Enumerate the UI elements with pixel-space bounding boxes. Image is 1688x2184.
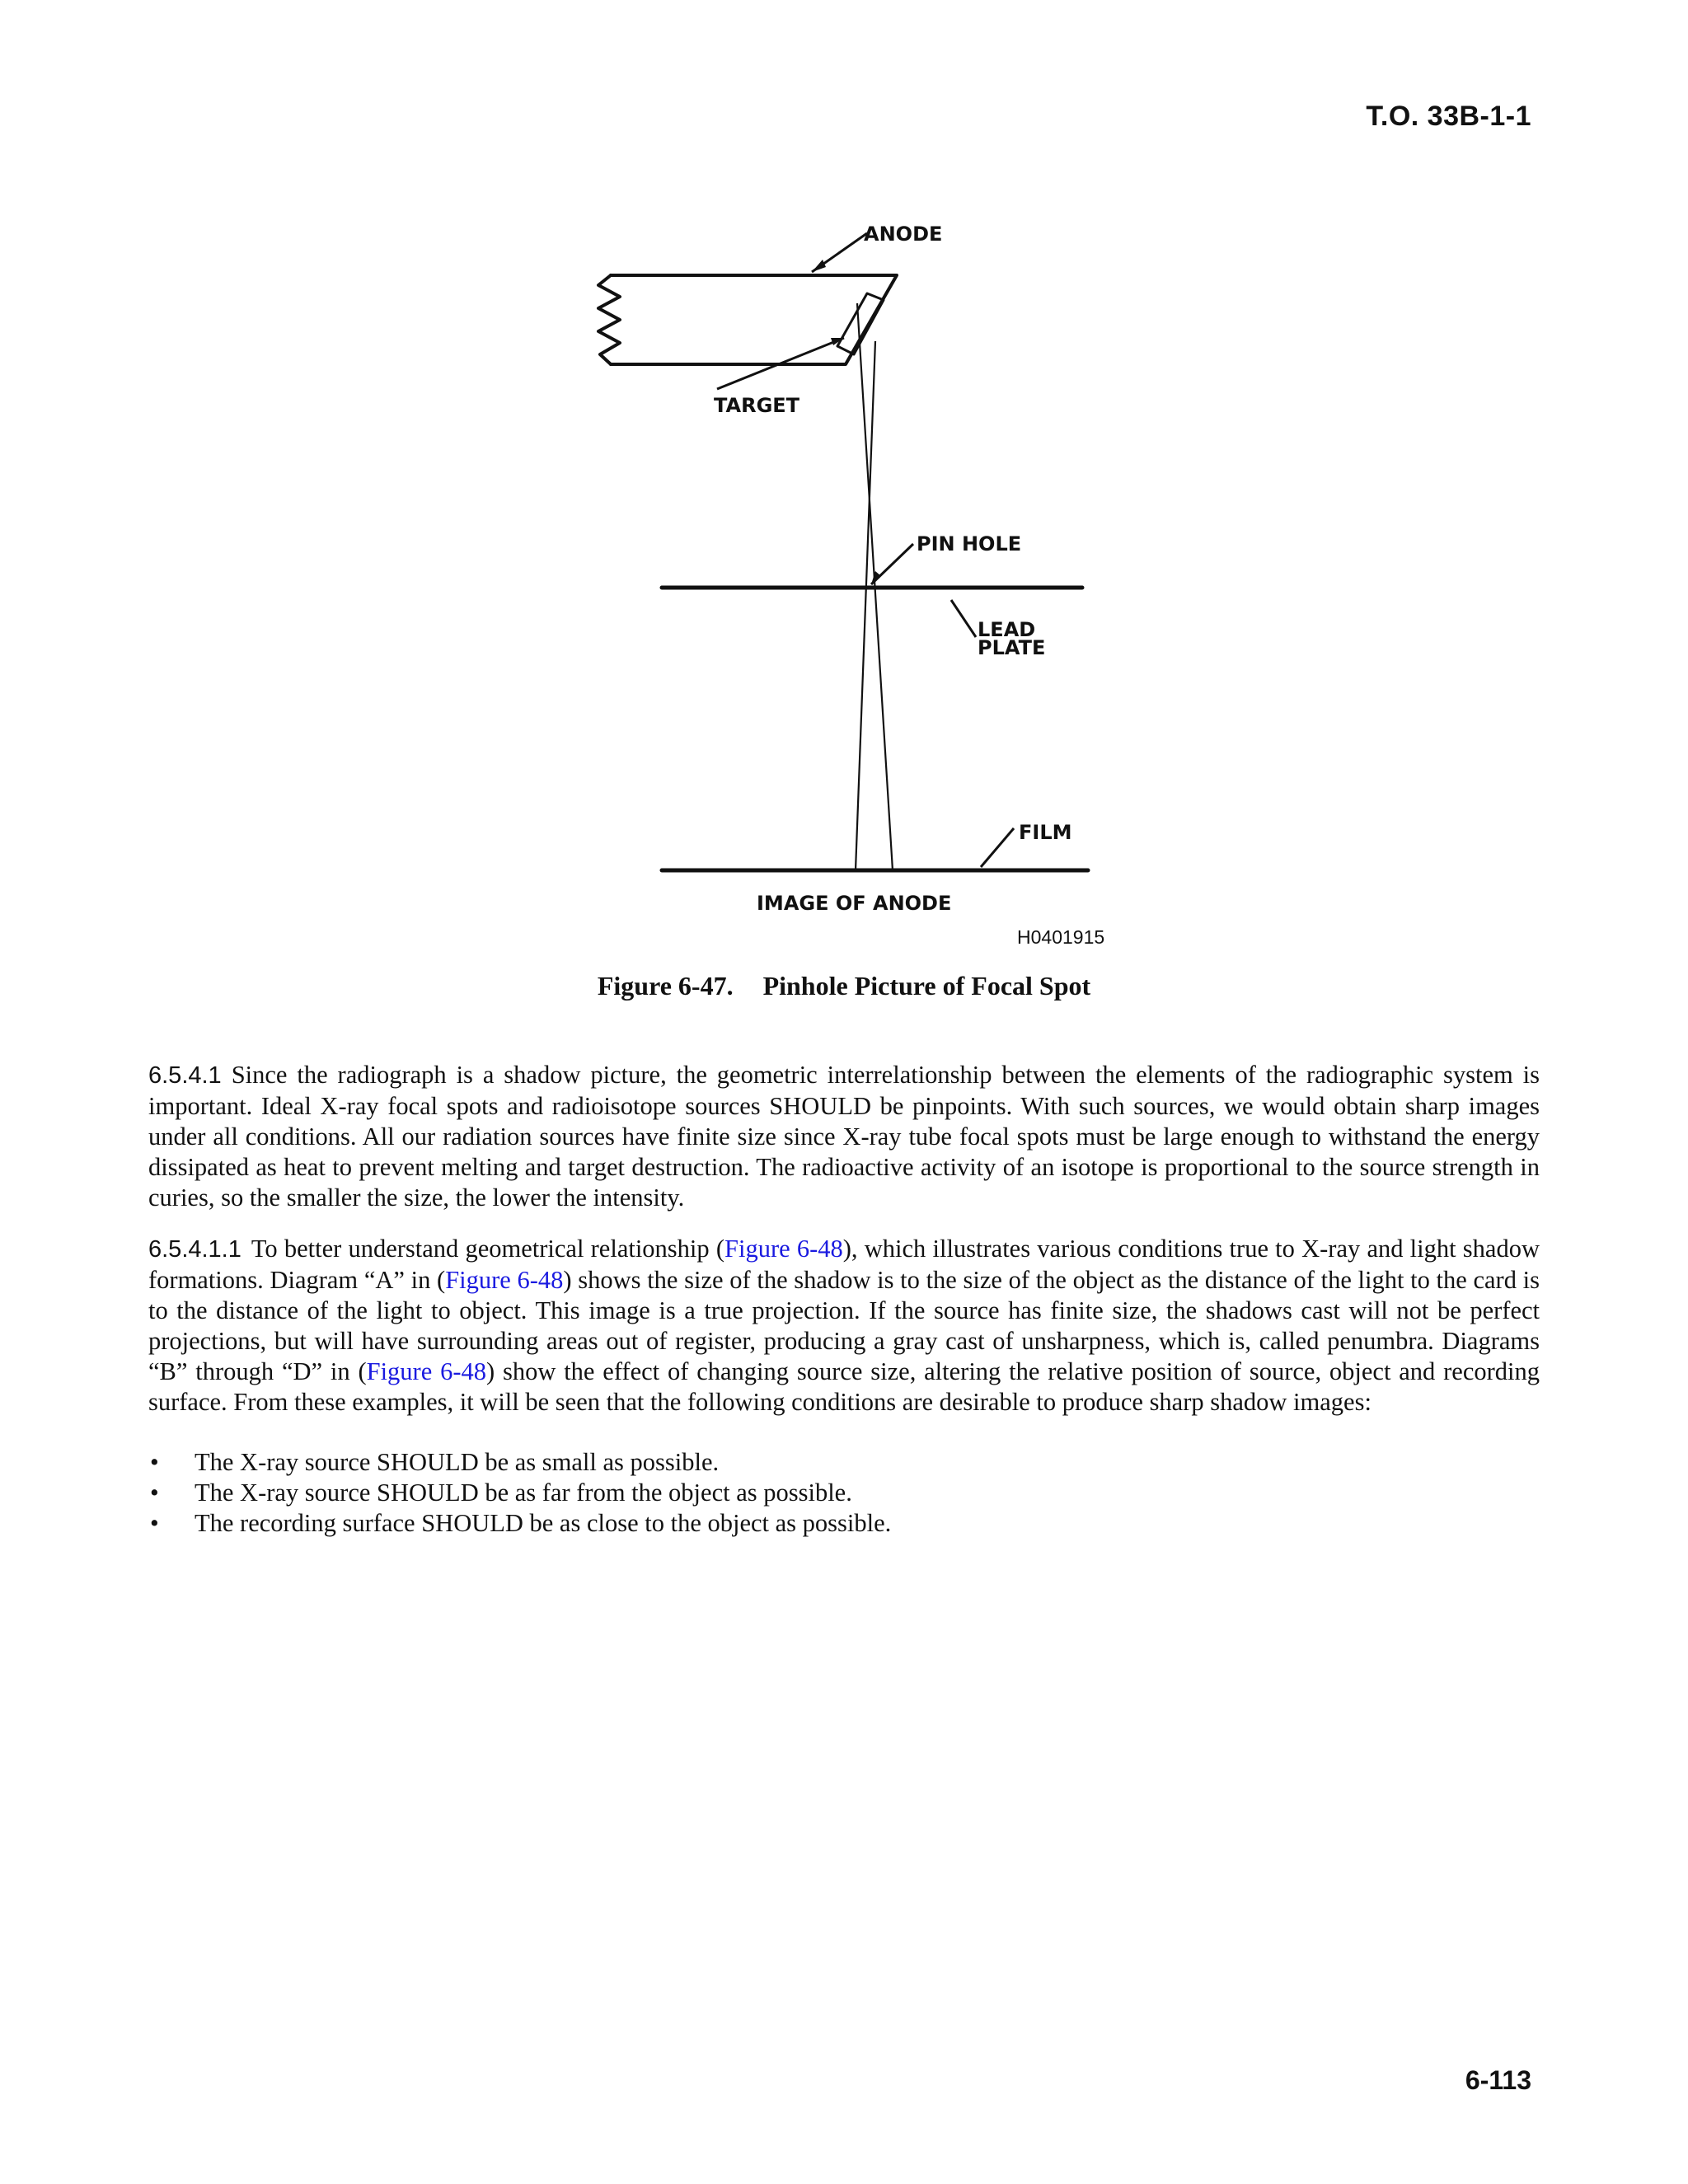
conditions-list	[148, 1447, 1540, 1539]
anode-arrowhead	[812, 260, 826, 272]
document-id: T.O. 33B-1-1	[1366, 101, 1531, 132]
film-leader	[981, 828, 1014, 867]
paragraph-text: ) show the effect of changing source size, altering the relative position of source, object and recording surface. From these examples, it will be seen that the following conditions are desirable to produce sharp shadow images:	[148, 1357, 1540, 1416]
paragraph-text: Since the radiograph is a shadow picture, the geometric interrelationship between the elements of the radiographic system is important. Ideal X-ray focal spots and radioisotope sources SHOULD be pinpoints. With such sources, we would obtain sharp images under all conditions. All our radiation sources have finite size since X-ray tube focal spots must be large enough to withstand the energy dissipated as heat to prevent melting and target destruction. The radioactive activity of an isotope is proportional to the source strength in curies, so the smaller the size, the lower the intensity.	[148, 1061, 1540, 1212]
figure-6-48-link[interactable]: Figure 6-48	[445, 1266, 564, 1294]
anode-body	[611, 275, 897, 364]
film-label: FILM	[1019, 821, 1072, 844]
page-number: 6-113	[1465, 2065, 1531, 2095]
bullet-icon: •	[150, 1509, 159, 1537]
list-item-text: The X-ray source SHOULD be as far from the object as possible.	[195, 1479, 852, 1507]
caption-number: Figure 6-47.	[597, 971, 734, 1001]
lead-label: LEAD	[978, 618, 1036, 641]
target-label: TARGET	[714, 394, 800, 417]
plate-label: PLATE	[978, 636, 1046, 659]
list-item	[148, 1508, 1540, 1539]
list-item	[148, 1478, 1540, 1508]
paragraph-6-5-4-1-1	[148, 1234, 1540, 1418]
paragraph-6-5-4-1	[148, 1060, 1540, 1213]
anode-break-edge	[598, 275, 620, 364]
bullet-icon: •	[150, 1448, 159, 1476]
paragraph-text: To better understand geometrical relationship (	[251, 1235, 725, 1263]
list-item-text: The recording surface SHOULD be as close to the object as possible.	[195, 1509, 892, 1537]
list-item-text: The X-ray source SHOULD be as small as possible.	[195, 1448, 720, 1476]
caption-title: Pinhole Picture of Focal Spot	[762, 971, 1091, 1001]
body-content	[148, 1060, 1540, 1539]
figure-caption	[0, 971, 1688, 1001]
lead-plate-leader	[951, 600, 976, 637]
paragraph-text: ) shows the size of the shadow is to the size of the object as the distance of the light to the card is to the distance of the light to object. This image is a true projection. If the source has finite size, the shadows cast will not be perfect projections, but will have surrounding areas out of register, producing a gray cast of unsharpness, which is, called penumbra. Diagrams “B” through “D” in (	[148, 1266, 1540, 1385]
figure-code: H0401915	[1017, 926, 1105, 948]
image-of-anode-label: IMAGE OF ANODE	[757, 892, 952, 915]
pinhole-diagram	[0, 0, 1688, 972]
bullet-icon: •	[150, 1479, 159, 1507]
pin-hole-label: PIN HOLE	[917, 532, 1022, 555]
figure-6-48-link[interactable]: Figure 6-48	[724, 1235, 843, 1263]
paragraph-text: ), which illustrates various conditions true to X-ray and light shadow formations. Diagram “A” in (	[148, 1235, 1540, 1294]
pinhole-figure	[0, 0, 1688, 972]
anode-label: ANODE	[864, 223, 943, 246]
paragraph-number: 6.5.4.1	[148, 1062, 222, 1089]
figure-6-48-link[interactable]: Figure 6-48	[366, 1357, 486, 1385]
paragraph-number: 6.5.4.1.1	[148, 1236, 241, 1263]
ray-line	[856, 341, 875, 870]
list-item	[148, 1447, 1540, 1478]
